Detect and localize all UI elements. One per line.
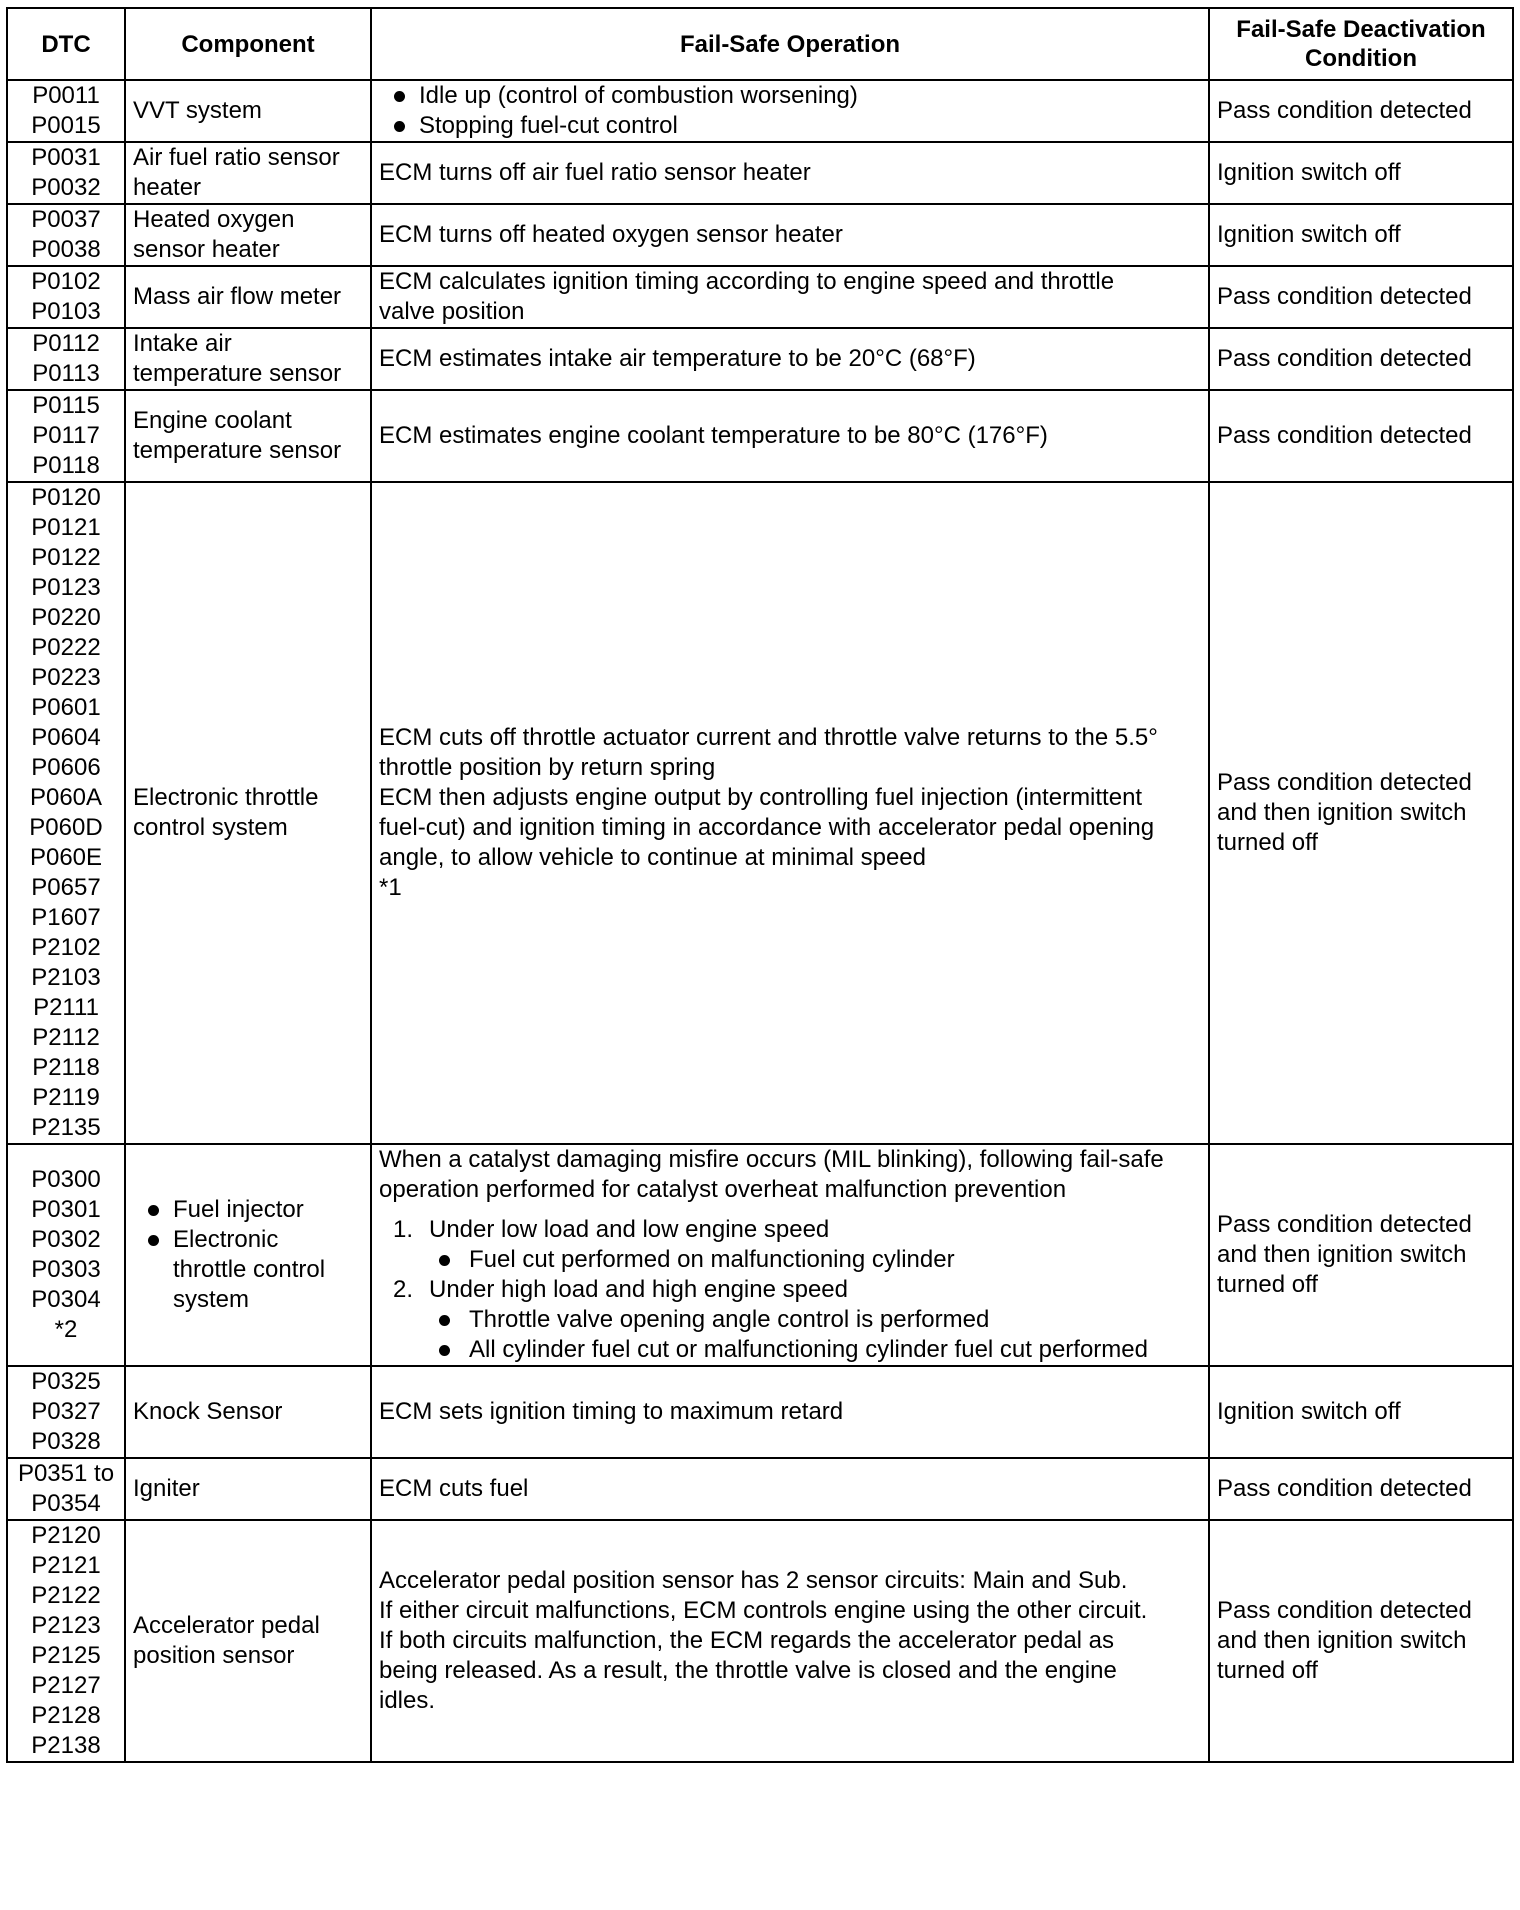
dtc-code: P0121 (31, 514, 101, 541)
dtc-code: P060D (29, 814, 103, 841)
dtc-code: P0304 (31, 1286, 101, 1313)
bullet-item-line: Fuel injector (173, 1196, 304, 1223)
operation-cell (371, 390, 1209, 482)
dtc-code: P060A (29, 784, 103, 811)
component-cell (125, 204, 371, 266)
operation-line: ECM estimates intake air temperature to be 20°C (68°F) (379, 345, 976, 372)
bullet-list (379, 81, 1201, 141)
component-cell (125, 1144, 371, 1366)
operation-cell (371, 1144, 1209, 1366)
dtc-code: P0032 (31, 174, 101, 201)
header-deactivation-line: Condition (1305, 45, 1417, 72)
deactivation-line: turned off (1217, 829, 1318, 856)
operation-line: operation performed for catalyst overheat malfunction prevention (379, 1176, 1067, 1203)
dtc-code: P0117 (32, 422, 100, 449)
step-text: Under low load and low engine speed (429, 1216, 830, 1243)
dtc-cell (7, 204, 125, 266)
deactivation-cell (1209, 142, 1513, 204)
operation-line: If either circuit malfunctions, ECM controls engine using the other circuit. (379, 1597, 1148, 1624)
table-row (7, 142, 1513, 204)
component-line: Heated oxygen (133, 206, 295, 233)
operation-line: ECM sets ignition timing to maximum retard (379, 1398, 844, 1425)
dtc-cell (7, 1520, 125, 1762)
table-row (7, 390, 1513, 482)
numbered-step (379, 1275, 1201, 1305)
operation-line: Accelerator pedal position sensor has 2 sensor circuits: Main and Sub. (379, 1567, 1128, 1594)
deactivation-line: turned off (1217, 1271, 1318, 1298)
dtc-code: P0102 (31, 268, 101, 295)
dtc-code: P2125 (31, 1642, 101, 1669)
deactivation-cell (1209, 80, 1513, 142)
table-row (7, 1520, 1513, 1762)
operation-line: ECM calculates ignition timing according to engine speed and throttle (379, 268, 1115, 295)
dtc-code: P0123 (31, 574, 101, 601)
component-line: Engine coolant (133, 407, 292, 434)
dtc-cell (7, 328, 125, 390)
dtc-code: P0300 (31, 1166, 101, 1193)
dtc-code: P0606 (31, 754, 101, 781)
header-deactivation-condition (1209, 8, 1513, 80)
dtc-cell (7, 142, 125, 204)
bullet-list (419, 1305, 1201, 1365)
dtc-cell (7, 482, 125, 1144)
step-text: Under high load and high engine speed (429, 1276, 849, 1303)
component-cell (125, 1458, 371, 1520)
step-sub-list (379, 1245, 1201, 1275)
component-line: Knock Sensor (133, 1398, 283, 1425)
operation-cell (371, 266, 1209, 328)
table-row (7, 266, 1513, 328)
operation-line: ECM turns off air fuel ratio sensor heater (379, 159, 811, 186)
dtc-cell (7, 1144, 125, 1366)
dtc-code: P2120 (31, 1522, 101, 1549)
deactivation-line: Ignition switch off (1217, 221, 1401, 248)
component-cell (125, 266, 371, 328)
dtc-cell (7, 390, 125, 482)
dtc-code: P0220 (31, 604, 101, 631)
deactivation-line: Pass condition detected (1217, 1211, 1472, 1238)
dtc-code: P0601 (31, 694, 101, 721)
operation-line: fuel-cut) and ignition timing in accordance with accelerator pedal opening (379, 814, 1155, 841)
dtc-code: P0328 (31, 1428, 101, 1455)
component-line: Air fuel ratio sensor (133, 144, 340, 171)
operation-line: *1 (379, 874, 402, 901)
header-component: Component (125, 8, 371, 80)
deactivation-cell (1209, 266, 1513, 328)
component-line: Mass air flow meter (133, 283, 342, 310)
component-line: temperature sensor (133, 360, 342, 387)
deactivation-line: Pass condition detected (1217, 422, 1472, 449)
dtc-code: P2138 (31, 1732, 101, 1759)
deactivation-line: Pass condition detected (1217, 97, 1472, 124)
operation-cell (371, 1520, 1209, 1762)
operation-line: valve position (379, 298, 525, 325)
bullet-item: Throttle valve opening angle control is performed (419, 1305, 1201, 1335)
table-row (7, 1144, 1513, 1366)
operation-line: When a catalyst damaging misfire occurs (MIL blinking), following fail-safe (379, 1146, 1164, 1173)
dtc-code: P2121 (31, 1552, 101, 1579)
dtc-code: P0103 (31, 298, 101, 325)
component-cell (125, 1366, 371, 1458)
component-line: Igniter (133, 1475, 200, 1502)
bullet-item: Fuel cut performed on malfunctioning cylinder (419, 1245, 1201, 1275)
operation-line: angle, to allow vehicle to continue at minimal speed (379, 844, 926, 871)
deactivation-cell (1209, 1520, 1513, 1762)
dtc-code: P0113 (32, 360, 100, 387)
table-row (7, 80, 1513, 142)
dtc-cell (7, 80, 125, 142)
component-line: Electronic throttle (133, 784, 319, 811)
component-line: heater (133, 174, 202, 201)
component-cell (125, 142, 371, 204)
dtc-code: P0222 (31, 634, 101, 661)
dtc-code: P2128 (31, 1702, 101, 1729)
header-fail-safe-operation: Fail-Safe Operation (371, 8, 1209, 80)
table-row (7, 1458, 1513, 1520)
dtc-code: P0223 (31, 664, 101, 691)
table-body (7, 80, 1513, 1762)
dtc-cell (7, 1366, 125, 1458)
dtc-code: P2123 (31, 1612, 101, 1639)
dtc-code: P0302 (31, 1226, 101, 1253)
deactivation-line: Ignition switch off (1217, 159, 1401, 186)
component-line: VVT system (133, 97, 262, 124)
step-number: 1. (393, 1216, 414, 1243)
deactivation-cell (1209, 1144, 1513, 1366)
operation-cell (371, 142, 1209, 204)
deactivation-line: and then ignition switch (1217, 1241, 1467, 1268)
dtc-code: *2 (54, 1316, 78, 1343)
operation-cell (371, 80, 1209, 142)
operation-cell (371, 204, 1209, 266)
bullet-item: Stopping fuel-cut control (379, 111, 1201, 141)
dtc-code: P0354 (31, 1490, 101, 1517)
operation-line: being released. As a result, the throttle valve is closed and the engine (379, 1657, 1117, 1684)
dtc-code: P0118 (32, 452, 100, 479)
table-header-row (7, 8, 1513, 80)
dtc-code: P2127 (31, 1672, 101, 1699)
dtc-code: P0604 (31, 724, 101, 751)
header-deactivation-line: Fail-Safe Deactivation (1236, 16, 1486, 43)
dtc-code: P0112 (32, 330, 100, 357)
dtc-code: P0011 (32, 82, 100, 109)
dtc-code: P2118 (32, 1054, 100, 1081)
dtc-code: P0120 (31, 484, 101, 511)
dtc-code: P0303 (31, 1256, 101, 1283)
bullet-item (133, 1225, 363, 1315)
operation-line: ECM turns off heated oxygen sensor heater (379, 221, 843, 248)
component-cell (125, 390, 371, 482)
header-dtc: DTC (7, 8, 125, 80)
bullet-item-line: system (173, 1286, 250, 1313)
deactivation-cell (1209, 1458, 1513, 1520)
dtc-code: P2119 (32, 1084, 100, 1111)
deactivation-line: Pass condition detected (1217, 345, 1472, 372)
deactivation-line: Pass condition detected (1217, 1475, 1472, 1502)
operation-line: idles. (379, 1687, 436, 1714)
step-sub-list (379, 1305, 1201, 1365)
component-cell (125, 328, 371, 390)
dtc-code: P060E (29, 844, 103, 871)
dtc-code: P2103 (31, 964, 101, 991)
dtc-code: P0325 (31, 1368, 101, 1395)
component-line: Accelerator pedal (133, 1612, 320, 1639)
dtc-code: P2122 (31, 1582, 101, 1609)
fail-safe-table-container (6, 7, 1512, 1763)
table-row (7, 328, 1513, 390)
deactivation-line: and then ignition switch (1217, 799, 1467, 826)
deactivation-cell (1209, 204, 1513, 266)
deactivation-line: Pass condition detected (1217, 1597, 1472, 1624)
operation-line: ECM cuts fuel (379, 1475, 529, 1502)
component-cell (125, 482, 371, 1144)
deactivation-cell (1209, 482, 1513, 1144)
bullet-list (133, 1195, 363, 1315)
dtc-code: P1607 (31, 904, 101, 931)
table-row (7, 482, 1513, 1144)
bullet-item-line: throttle control (173, 1256, 326, 1283)
operation-line: ECM then adjusts engine output by controlling fuel injection (intermittent (379, 784, 1143, 811)
operation-cell (371, 482, 1209, 1144)
component-line: sensor heater (133, 236, 280, 263)
dtc-cell (7, 266, 125, 328)
component-line: position sensor (133, 1642, 295, 1669)
numbered-list (379, 1215, 1201, 1365)
dtc-code: P0038 (31, 236, 101, 263)
dtc-code: P0031 (31, 144, 101, 171)
operation-line: throttle position by return spring (379, 754, 716, 781)
dtc-code: P2112 (32, 1024, 100, 1051)
bullet-item: All cylinder fuel cut or malfunctioning cylinder fuel cut performed (419, 1335, 1201, 1365)
dtc-code: P0327 (31, 1398, 101, 1425)
operation-line: ECM estimates engine coolant temperature to be 80°C (176°F) (379, 422, 1048, 449)
deactivation-cell (1209, 328, 1513, 390)
bullet-item-line: Electronic (173, 1226, 279, 1253)
deactivation-line: Pass condition detected (1217, 769, 1472, 796)
table-row (7, 1366, 1513, 1458)
deactivation-line: Ignition switch off (1217, 1398, 1401, 1425)
dtc-code: P2102 (31, 934, 101, 961)
deactivation-cell (1209, 390, 1513, 482)
component-line: control system (133, 814, 288, 841)
step-number: 2. (393, 1276, 414, 1303)
operation-cell (371, 1458, 1209, 1520)
bullet-item (133, 1195, 363, 1225)
component-line: temperature sensor (133, 437, 342, 464)
dtc-code: P0115 (32, 392, 100, 419)
operation-cell (371, 328, 1209, 390)
operation-line: ECM cuts off throttle actuator current and throttle valve returns to the 5.5° (379, 724, 1158, 751)
dtc-cell (7, 1458, 125, 1520)
dtc-code: P0122 (31, 544, 101, 571)
dtc-code: P0015 (31, 112, 101, 139)
dtc-code: P0657 (31, 874, 101, 901)
deactivation-line: turned off (1217, 1657, 1318, 1684)
bullet-list (419, 1245, 1201, 1275)
dtc-code: P0301 (31, 1196, 101, 1223)
bullet-item: Idle up (control of combustion worsening) (379, 81, 1201, 111)
deactivation-line: Pass condition detected (1217, 283, 1472, 310)
dtc-code: P0351 to (17, 1460, 115, 1487)
deactivation-line: and then ignition switch (1217, 1627, 1467, 1654)
operation-line: If both circuits malfunction, the ECM regards the accelerator pedal as (379, 1627, 1115, 1654)
table-row (7, 204, 1513, 266)
fail-safe-table (6, 7, 1514, 1763)
dtc-code: P0037 (31, 206, 101, 233)
dtc-code: P2111 (33, 994, 99, 1021)
operation-cell (371, 1366, 1209, 1458)
component-line: Intake air (133, 330, 232, 357)
component-cell (125, 1520, 371, 1762)
component-cell (125, 80, 371, 142)
deactivation-cell (1209, 1366, 1513, 1458)
dtc-code: P2135 (31, 1114, 101, 1141)
numbered-step (379, 1215, 1201, 1245)
